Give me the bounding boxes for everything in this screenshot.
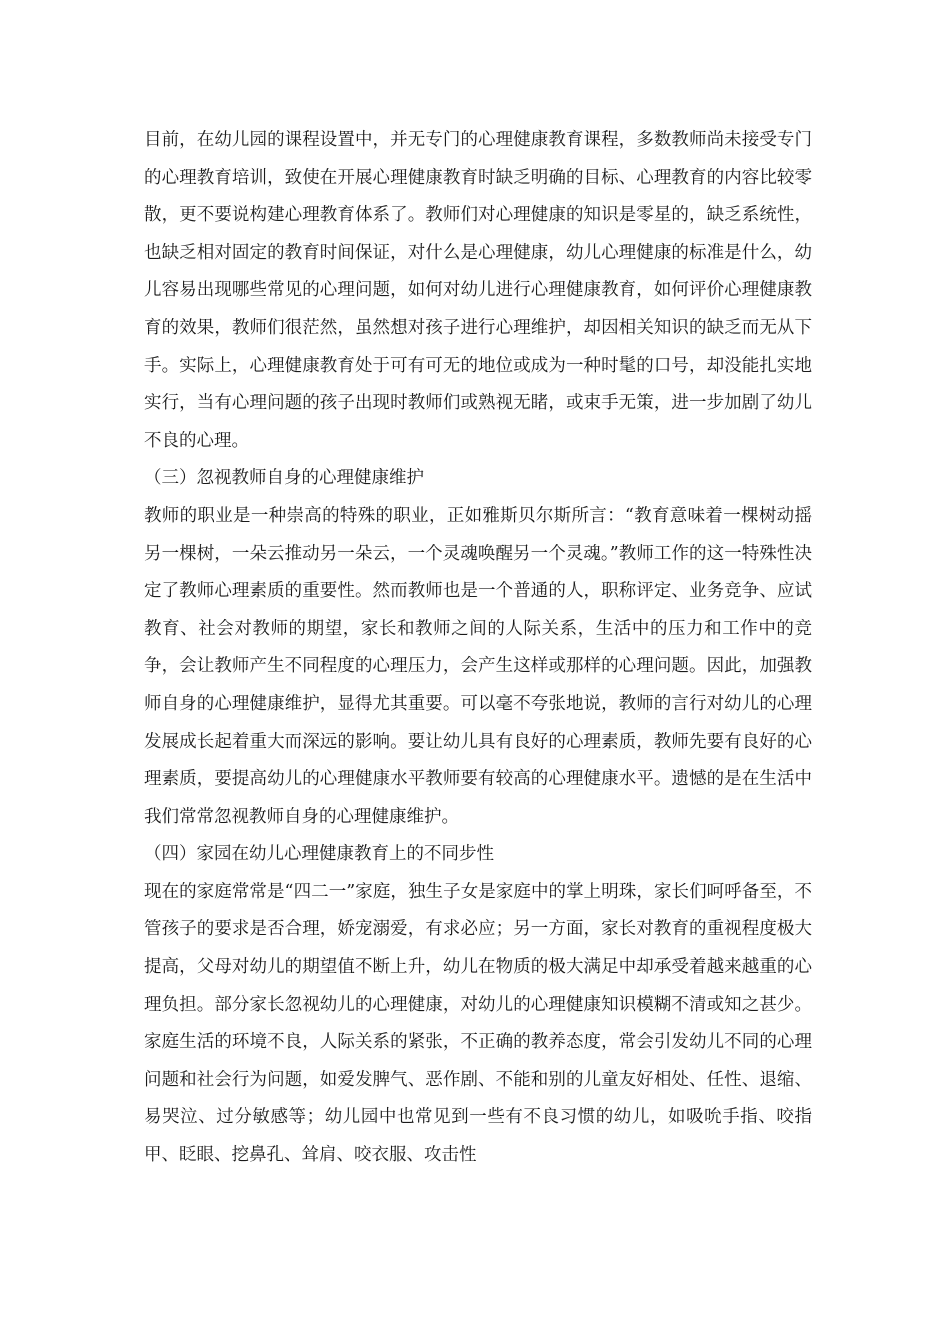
paragraph-curriculum: 目前，在幼儿园的课程设置中，并无专门的心理健康教育课程，多数教师尚未接受专门的心理教育培训，致使在开展心理健康教育时缺乏明确的目标、心理教育的内容比较零散，更不要说构建心理教育体系了。教师们对心理健康的知识是零星的，缺乏系统性，也缺乏相对固定的教育时间保证，对什么是心理健康，幼儿心理健康的标准是什么，幼儿容易出现哪些常见的心理问题，如何对幼儿进行心理健康教育，如何评价心理健康教育的效果，教师们很茫然，虽然想对孩子进行心理维护，却因相关知识的缺乏而无从下手。实际上，心理健康教育处于可有可无的地位或成为一种时髦的口号，却没能扎实地实行，当有心理问题的孩子出现时教师们或熟视无睹，或束手无策，进一步加剧了幼儿不良的心理。 <box>144 130 812 451</box>
document-body <box>144 122 812 1175</box>
paragraph-teacher-health: 教师的职业是一种崇高的特殊的职业，正如雅斯贝尔斯所言：“教育意味着一棵树动摇另一棵树，一朵云推动另一朵云，一个灵魂唤醒另一个灵魂。”教师工作的这一特殊性决定了教师心理素质的重要性。然而教师也是一个普通的人，职称评定、业务竞争、应试教育、社会对教师的期望，家长和教师之间的人际关系，生活中的压力和工作中的竞争，会让教师产生不同程度的心理压力，会产生这样或那样的心理问题。因此，加强教师自身的心理健康维护，显得尤其重要。可以毫不夸张地说，教师的言行对幼儿的心理发展成长起着重大而深远的影响。要让幼儿具有良好的心理素质，教师先要有良好的心理素质，要提高幼儿的心理健康水平教师要有较高的心理健康水平。遗憾的是在生活中我们常常忽视教师自身的心理健康维护。 <box>144 505 812 827</box>
section-heading-teacher-health: （三）忽视教师自身的心理健康维护 <box>144 468 424 489</box>
paragraph-home-school: 现在的家庭常常是“四二一”家庭，独生子女是家庭中的掌上明珠，家长们呵呼备至，不管孩子的要求是否合理，娇宠溺爱，有求必应；另一方面，家长对教育的重视程度极大提高，父母对幼儿的期望值不断上升，幼儿在物质的极大满足中却承受着越来越重的心理负担。部分家长忽视幼儿的心理健康，对幼儿的心理健康知识模糊不清或知之甚少。家庭生活的环境不良，人际关系的紧张，不正确的教养态度，常会引发幼儿不同的心理问题和社会行为问题，如爱发脾气、恶作剧、不能和别的儿童友好相处、任性、退缩、易哭泣、过分敏感等；幼儿园中也常见到一些有不良习惯的幼儿，如吸吮手指、咬指甲、眨眼、挖鼻孔、耸肩、咬衣服、攻击性 <box>144 881 812 1166</box>
section-heading-home-school: （四）家园在幼儿心理健康教育上的不同步性 <box>144 844 494 865</box>
